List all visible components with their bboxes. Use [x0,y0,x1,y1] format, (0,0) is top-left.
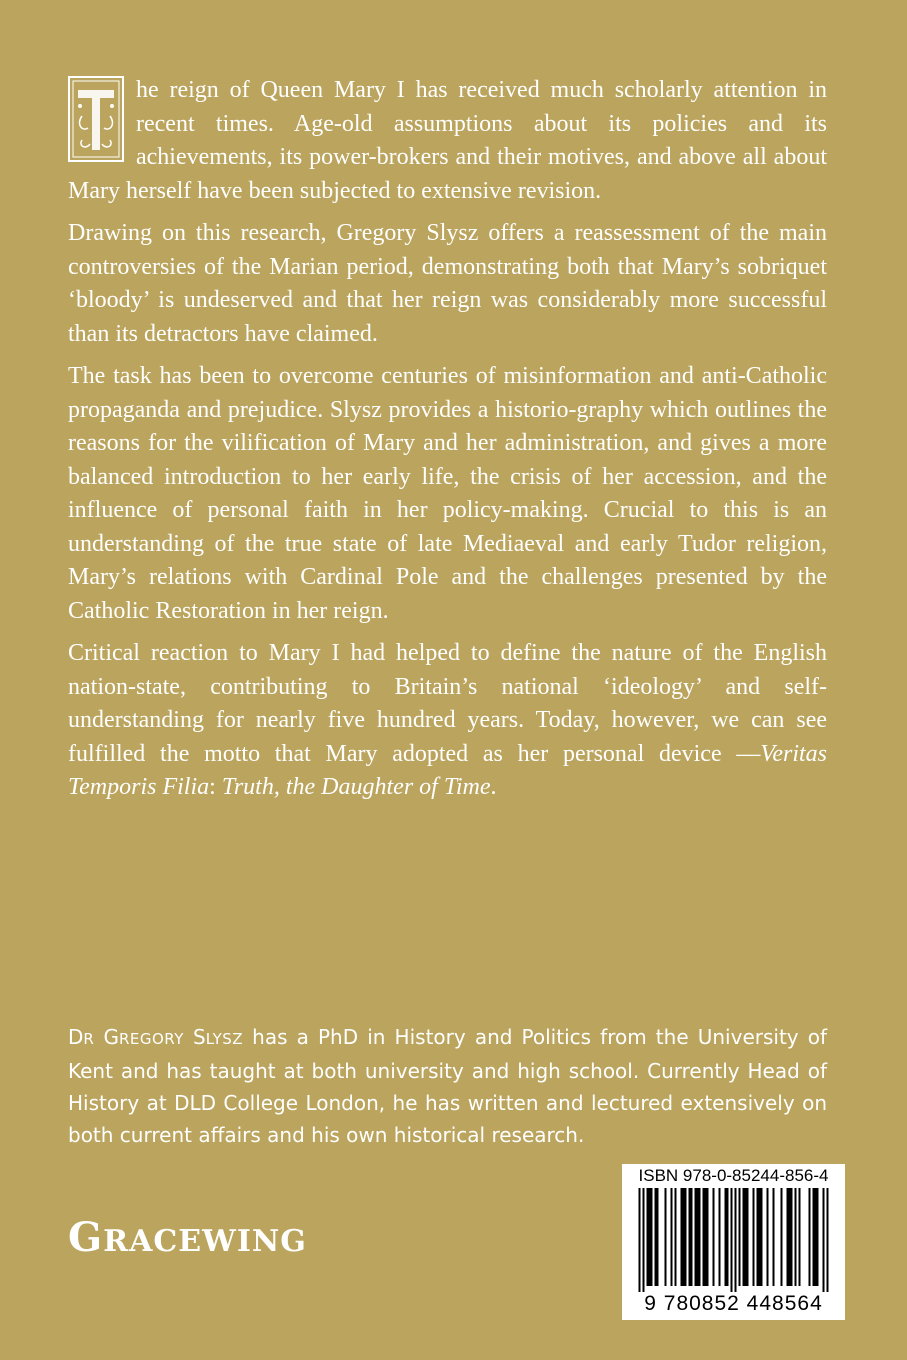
barcode-bar [735,1188,737,1292]
barcode-bar [795,1188,797,1286]
barcode-bar [823,1188,825,1292]
barcode-bar [683,1188,685,1286]
barcode-bar [643,1188,645,1292]
barcode-bar [731,1188,733,1292]
barcode-bar [649,1188,651,1286]
motto-translation: Truth, the Daughter of Time [221,774,491,800]
barcode-bar [789,1188,791,1286]
barcode-bar [827,1188,829,1292]
dropcap-t-ornament [68,76,129,162]
barcode-bar [759,1188,761,1286]
barcode-bars [626,1188,841,1292]
barcode-bar [647,1188,649,1286]
author-name: DR GREGORY SLYSZ [68,1025,244,1049]
barcode-bar [695,1188,697,1286]
barcode-bar [815,1188,817,1286]
motto-colon: : [209,774,222,800]
barcode-bar [655,1188,657,1286]
author-bio-text: has a PhD in History and Politics from the University of Kent and has taught at both university and high school. Currently Head of History at DLD College London, he has written and lectured extensively on both current affairs and his own historical research. [68,1025,828,1147]
barcode-bar [781,1188,783,1286]
isbn-label: ISBN 978-0-85244-856-4 [638,1166,829,1185]
blurb-paragraph-1 [68,74,827,208]
barcode-bar [773,1188,775,1286]
barcode-bar [719,1188,721,1286]
barcode-bar [761,1188,763,1286]
blurb [68,74,827,814]
blurb-paragraph-4-text: Critical reaction to Mary I had helped to define the nature of the English nation-state, contributing to Britain’s national ‘ideology’ and self-understanding for nearly five hundred years. Today, however, we can see fulfilled the motto that Mary adopted as her personal device — [68,640,827,767]
barcode-bar [757,1188,759,1286]
dropcap-letter: T [128,76,129,77]
barcode-bar [689,1188,691,1286]
barcode-bar [651,1188,653,1286]
barcode-bar [799,1188,801,1286]
barcode-bar [767,1188,769,1286]
barcode-bar [743,1188,745,1286]
blurb-paragraph-4 [68,637,827,805]
barcode-bar [817,1188,819,1286]
publisher-logo: GRACEWING [68,1214,307,1261]
author-bio [68,1021,827,1151]
barcode-digits: 9 780852 448564 [644,1292,823,1315]
barcode-bar [685,1188,687,1286]
isbn-barcode [622,1164,845,1320]
barcode-bar [745,1188,747,1286]
paragraph-end: . [490,774,497,800]
barcode-bar [747,1188,749,1286]
barcode-bar [699,1188,701,1286]
barcode-bar [691,1188,693,1286]
barcode-bar [703,1188,705,1286]
barcode-bar [713,1188,715,1286]
barcode-bar [707,1188,709,1286]
barcode-bar [639,1188,641,1292]
barcode-bar [681,1188,683,1286]
blurb-paragraph-2: Drawing on this research, Gregory Slysz offers a reassessment of the main controversies of the Marian period, demonstrating both that Mary’s sobriquet ‘bloody’ is undeserved and that her reign was considerably more successful than its detractors have claimed. [68,220,827,347]
barcode-bar [705,1188,707,1286]
blurb-paragraph-1-text: he reign of Queen Mary I has received much scholarly attention in recent times. Age-old assumptions about its policies and its achievements, its power-brokers and their motives, and above all about Mary herself have been subjected to extensive revision. [68,77,827,204]
barcode-bar [665,1188,667,1286]
barcode-bar [675,1188,677,1286]
barcode-bar [791,1188,793,1286]
barcode-bar [725,1188,727,1286]
barcode-bar [739,1188,741,1286]
blurb-paragraph-3: The task has been to overcome centuries of misinformation and anti-Catholic propaganda and prejudice. Slysz provides a historio-graphy which outlines the reasons for the vilification of Mary and her administration, and gives a more balanced introduction to her early life, the crisis of her accession, and the influence of personal faith in her policy-making. Crucial to this is an understanding of the true state of late Mediaeval and early Tudor religion, Mary’s relations with Cardinal Pole and the challenges presented by the Catholic Restoration in her reign. [68,363,827,624]
barcode-bar [727,1188,729,1286]
motto-latin: Veritas Temporis Filia [68,740,827,800]
barcode-bar [787,1188,789,1286]
barcode-bar [753,1188,755,1286]
barcode-bar [813,1188,815,1286]
barcode-bar [657,1188,659,1286]
barcode-bar [697,1188,699,1286]
barcode-bar [671,1188,673,1286]
barcode-bar [809,1188,811,1286]
